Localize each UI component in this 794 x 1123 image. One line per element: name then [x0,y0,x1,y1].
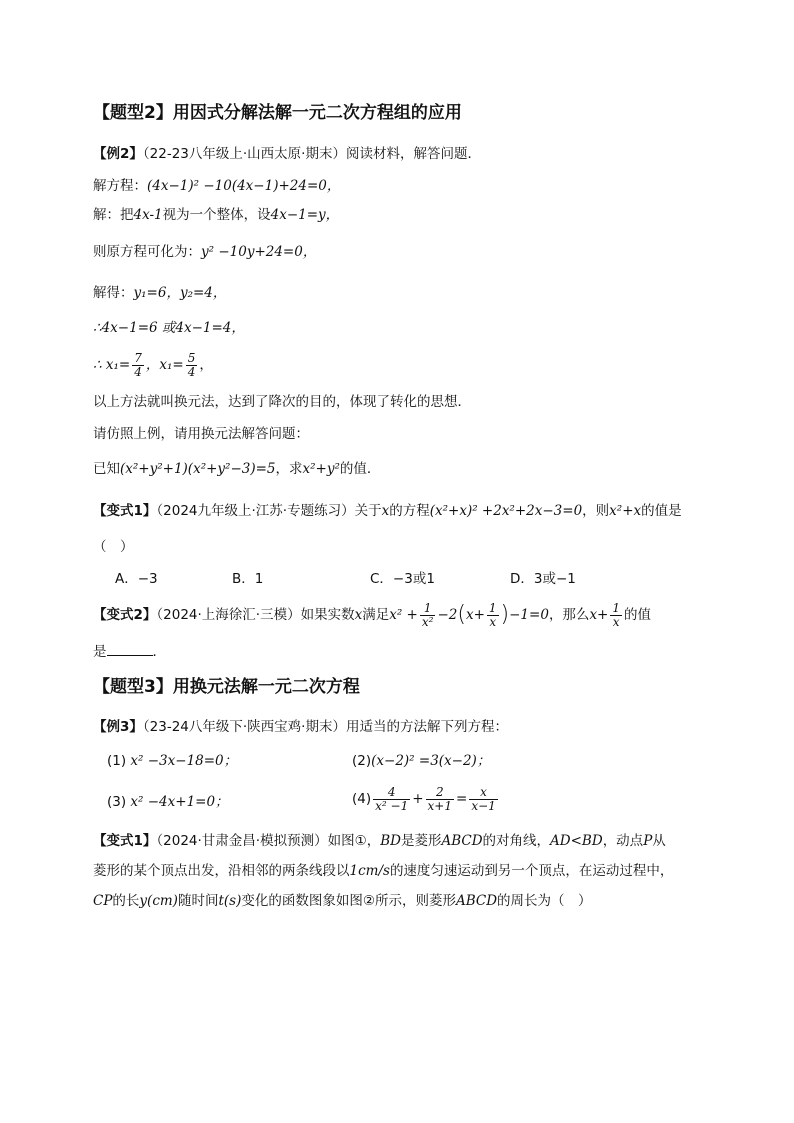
math: −2 [437,607,458,623]
problem-label: (1) [107,753,127,769]
problem-3 [107,793,229,811]
open-paren: ( [457,602,466,627]
text: 的方程 [389,503,430,519]
fraction-7-4 [132,352,144,379]
text: 是 [93,644,107,660]
text: ，则 [582,503,610,519]
text: 从 [652,833,666,849]
math: x²+y² [302,461,340,477]
variant-source: （2024·甘肃金昌·模拟预测） [156,833,328,849]
example-source: （23-24八年级下·陕西宝鸡·期末） [142,719,346,735]
numerator: 1 [420,602,436,616]
example-2-header [93,145,481,163]
text: 变化的函数图象如图②所示，则菱形 [241,893,456,909]
fraction [610,602,622,629]
text: 菱形的某个顶点出发，沿相邻的两条线段以 [93,863,350,879]
fraction [487,602,499,629]
fraction [420,602,436,629]
example-2-label: 【例2】 [93,146,143,162]
section-3-title: 【题型3】用换元法解一元二次方程 [93,677,360,697]
variant-1-answer-paren: （ ） [93,539,134,555]
problem-label: (3) [107,794,127,810]
variant-label: 【变式1】 [93,833,157,849]
denominator: x−1 [471,798,496,813]
denominator: x+1 [427,798,452,813]
math: (x²+x)² +2x²+2x−3=0 [429,503,583,519]
numerator: 1 [488,600,497,615]
text: 解得： [93,285,134,301]
denominator: 4 [134,364,142,379]
text: 随时间 [177,893,219,909]
denominator: x [612,614,620,629]
text: ， [199,357,213,373]
text: 的长 [112,893,140,909]
option-a[interactable]: A．−3 [115,571,158,587]
problem-label: (2) [352,753,372,769]
option-d[interactable]: D．3或−1 [510,571,576,587]
numerator: 7 [134,350,142,365]
math: 1cm/s [349,863,390,879]
denominator: x² −1 [375,798,409,813]
text: ． [152,644,166,660]
task-line: 请仿照上例，请用换元法解答问题： [93,426,309,442]
text: 是菱形 [400,833,442,849]
option-b[interactable]: B．1 [232,571,264,587]
given-line [93,460,380,478]
option-c[interactable]: C．−3或1 [370,571,435,587]
math: y² −10y+24=0， [201,244,317,260]
problem-2 [352,752,490,770]
fraction [469,786,497,813]
math: BD [380,833,401,849]
math: CP [93,893,113,909]
example-intro: 用适当的方法解下列方程： [345,719,508,735]
math: x² + [389,607,418,623]
section-2-title: 【题型2】用因式分解法解一元二次方程组的应用 [93,103,462,123]
variant-2-answer-line [93,643,166,661]
solve-label: 解方程： [93,178,147,194]
math: ∴4x−1=6 或4x−1=4， [93,320,245,336]
answer-blank[interactable] [107,643,153,656]
math: AD<BD [550,833,603,849]
numerator: 4 [373,786,410,800]
text: 视为一个整体，设 [162,207,271,223]
solve-line [93,177,340,195]
denominator: 4 [187,364,196,379]
math: ABCD [441,833,483,849]
math: −1=0 [509,607,549,623]
numerator: x [469,786,497,800]
text: 的对角线， [482,833,551,849]
math: t(s) [218,893,242,909]
numerator: 2 [426,786,454,800]
solution-line-5 [93,350,213,380]
example-label: 【例3】 [93,719,143,735]
variant-1-question [93,502,682,520]
math: (x−2)² =3(x−2)； [371,753,491,769]
solution-line-3 [93,284,226,302]
example-3-header [93,718,508,736]
variant-label: 【变式2】 [93,607,157,623]
math: ，x₁= [145,357,184,373]
text: 关于 [354,503,382,519]
problem-1 [107,752,237,770]
math: y₁=6，y₂=4， [133,285,227,301]
solve-equation: (4x−1)² −10(4x−1)+24=0， [147,178,341,194]
math: ∴ x₁= [93,357,131,373]
variant-source: （2024·上海徐汇·三模） [156,607,301,623]
fraction [373,786,410,813]
numerator: 1 [612,600,621,615]
math: + [412,791,424,807]
fraction-5-4 [186,352,198,379]
math: 4x-1 [133,207,163,223]
text: 已知 [93,461,120,477]
text: ，那么 [548,607,590,623]
example-2-source: （22-23八年级上·山西太原·期末） [142,146,346,162]
text: 的值是 [641,503,682,519]
text: 的值． [339,461,381,477]
variant-source: （2024九年级上·江苏·专题练习） [156,503,355,519]
text: 解：把 [93,207,134,223]
text: 则原方程可化为： [93,244,201,260]
math: x² −3x−18=0； [130,753,238,769]
variant-1b-line-1 [93,832,666,850]
problem-4 [352,784,500,814]
variant-2-question [93,600,651,630]
math: = [456,791,468,807]
variant-1b-line-2 [93,862,673,880]
math: ABCD [455,893,498,909]
fraction [426,786,454,813]
conclusion-line: 以上方法就叫换元法，达到了降次的目的，体现了转化的思想． [93,394,471,410]
solution-line-4 [93,319,245,337]
variant-label: 【变式1】 [93,503,157,519]
text: 的速度匀速运动到另一个顶点，在运动过程中， [389,863,674,879]
math: x+ [589,607,609,623]
denominator: x [489,614,497,629]
example-2-intro: 阅读材料，解答问题． [345,146,481,162]
text: 的值 [624,607,652,623]
math: (x²+y²+1)(x²+y²−3)=5 [120,461,276,477]
math: 4x−1=y， [270,207,340,223]
math: x² −4x+1=0； [130,794,229,810]
problem-label: (4) [352,791,372,807]
text: 如果实数 [300,607,355,623]
solution-line-2 [93,243,316,261]
close-paren: ) [500,602,510,627]
denominator: x² [421,614,434,629]
text: 如图①， [327,833,381,849]
math: x [354,607,363,623]
text: 的周长为（ ） [497,893,592,909]
math: y(cm) [139,893,178,909]
variant-1b-line-3 [93,892,592,910]
math: x²+x [609,503,642,519]
text: ，求 [275,461,303,477]
numerator: 5 [187,350,196,365]
math: P [643,833,653,849]
text: 满足 [362,607,390,623]
text: ，动点 [602,833,644,849]
math: x+ [465,607,485,623]
math: x [381,503,390,519]
solution-line-1 [93,206,339,224]
